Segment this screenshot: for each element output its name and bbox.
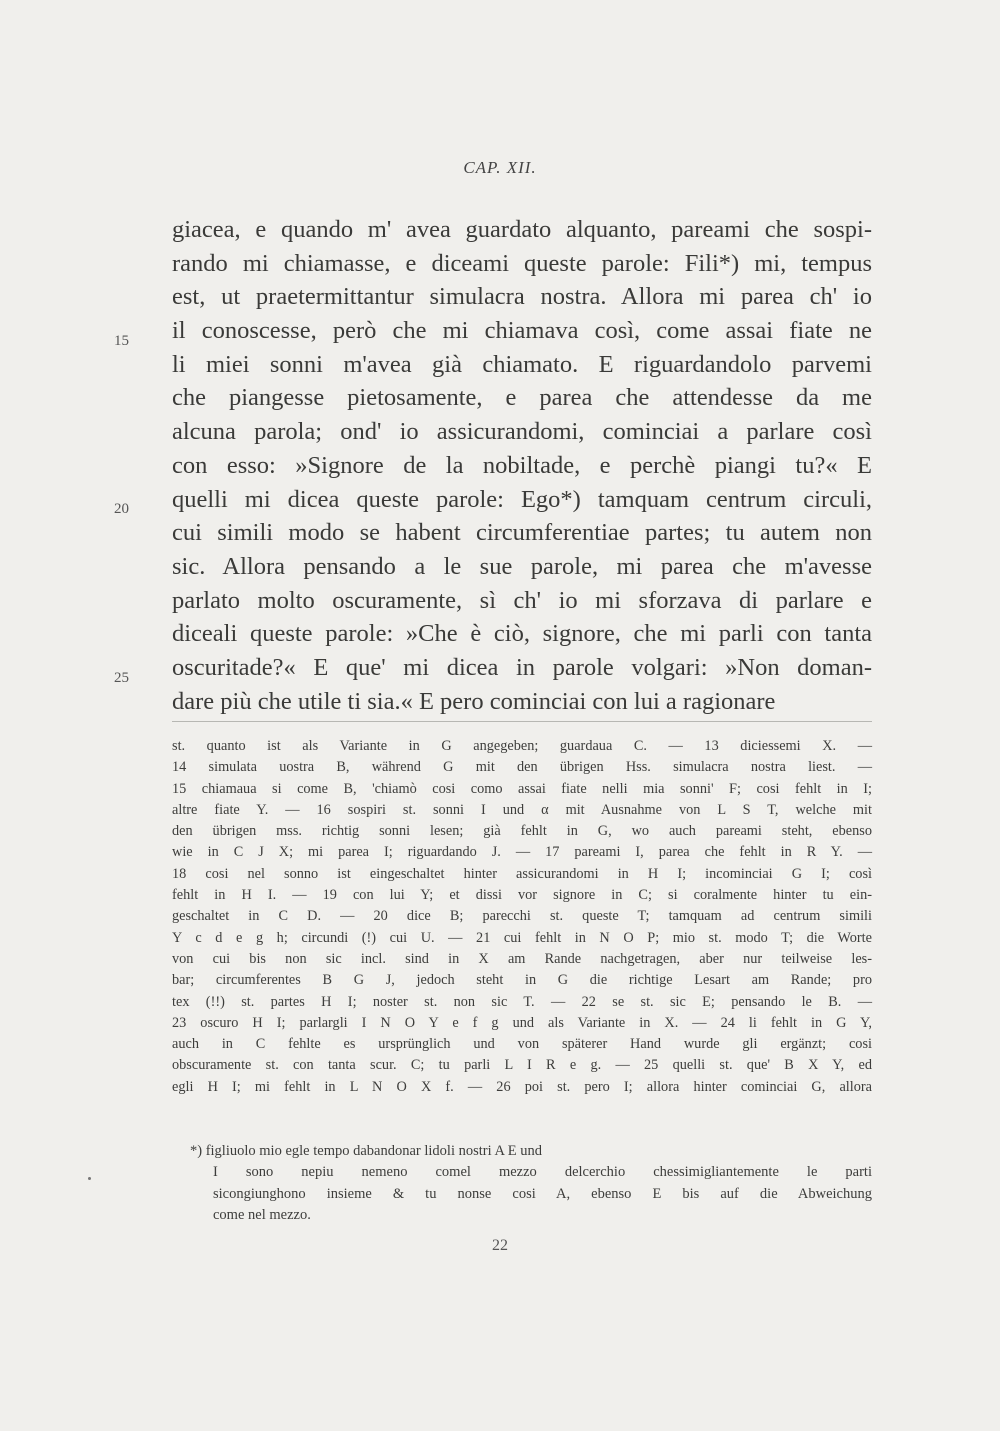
apparatus-line: bar; circumferentes B G J, jedoch steht in G die richtige Lesart am Rande; pro bbox=[172, 972, 872, 989]
text-line: giacea, e quando m' avea guardato alquanto, pareami che sospi- bbox=[172, 216, 872, 243]
apparatus-line: altre fiate Y. — 16 sospiri st. sonni I und α mit Ausnahme von L S T, welche mit bbox=[172, 801, 872, 818]
page-number: 22 bbox=[492, 1237, 508, 1254]
apparatus-line: egli H I; mi fehlt in L N O X f. — 26 poi st. pero I; allora hinter cominciai G, allora bbox=[172, 1078, 872, 1095]
text-line: diceali queste parole: »Che è ciò, signore, che mi parli con tanta bbox=[172, 620, 872, 648]
text-line: quelli mi dicea queste parole: Ego*) tamquam centrum circuli, bbox=[172, 485, 872, 513]
apparatus-line: 18 cosi nel sonno ist eingeschaltet hinter assicurandomi in H I; incominciai G I; così bbox=[172, 865, 872, 882]
text-line: rando mi chiamasse, e diceami queste parole: Fili*) mi, tempus bbox=[172, 249, 872, 277]
apparatus-line: fehlt in H I. — 19 con lui Y; et dissi vor signore in C; si coralmente hinter tu ein- bbox=[172, 887, 872, 904]
apparatus-line: den übrigen mss. richtig sonni lesen; già fehlt in G, wo auch pareami steht, ebenso bbox=[172, 823, 872, 840]
footnote-line: *) figliuolo mio egle tempo dabandonar lidoli nostri A E und bbox=[190, 1143, 542, 1159]
footnote-line: sicongiunghono insieme & tu nonse cosi A, ebenso E bis auf die Abweichung bbox=[213, 1185, 872, 1202]
apparatus-line: 23 oscuro H I; parlargli I N O Y e f g und als Variante in X. — 24 li fehlt in G Y, bbox=[172, 1014, 872, 1031]
paper-speck bbox=[88, 1177, 91, 1180]
text-line: sic. Allora pensando a le sue parole, mi parea che m'avesse bbox=[172, 552, 872, 580]
footnote-line: I sono nepiu nemeno comel mezzo delcerchio chessimigliantemente le parti bbox=[213, 1164, 872, 1181]
text-line: est, ut praetermittantur simulacra nostra. Allora mi parea ch' io bbox=[172, 283, 872, 311]
chapter-header: CAP. XII. bbox=[463, 158, 537, 177]
text-line: oscuritade?« E que' mi dicea in parole volgari: »Non doman- bbox=[172, 653, 872, 681]
apparatus-line: wie in C J X; mi parea I; riguardando J. — 17 pareami I, parea che fehlt in R Y. — bbox=[172, 844, 872, 861]
footnote bbox=[190, 1141, 872, 1226]
line-number: 15 bbox=[114, 333, 129, 349]
text-line: che piangesse pietosamente, e parea che attendesse da me bbox=[172, 384, 872, 412]
apparatus-line: 15 chiamaua si come B, 'chiamò cosi como assai fiate nelli mia sonni' F; cosi fehlt in I; bbox=[172, 780, 872, 797]
apparatus-line: tex (!!) st. partes H I; noster st. non sic T. — 22 se st. sic E; pensando le B. — bbox=[172, 993, 872, 1010]
footnote-line: come nel mezzo. bbox=[213, 1206, 311, 1223]
main-text bbox=[114, 213, 872, 718]
line-number: 25 bbox=[114, 670, 129, 686]
line-number: 20 bbox=[114, 501, 129, 517]
apparatus-line: auch in C fehlte es ursprünglich und von späterer Hand wurde gli ergänzt; cosi bbox=[172, 1036, 872, 1053]
apparatus-line: geschaltet in C D. — 20 dice B; parecchi st. queste T; tamquam ad centrum simili bbox=[172, 908, 872, 925]
critical-apparatus bbox=[172, 736, 872, 1098]
text-line: con esso: »Signore de la nobiltade, e perchè piangi tu?« E bbox=[172, 451, 872, 479]
apparatus-line: 14 simulata uostra B, während G mit den übrigen Hss. simulacra nostra liest. — bbox=[172, 759, 872, 776]
text-line: cui simili modo se habent circumferentiae partes; tu autem non bbox=[172, 519, 872, 547]
apparatus-line: Y c d e g h; circundi (!) cui U. — 21 cui fehlt in N O P; mio st. modo T; die Worte bbox=[172, 929, 872, 946]
text-line: parlato molto oscuramente, sì ch' io mi sforzava di parlare e bbox=[172, 586, 872, 614]
apparatus-line: obscuramente st. con tanta scur. C; tu parli L I R e g. — 25 quelli st. que' B X Y, ed bbox=[172, 1057, 872, 1074]
text-line: dare più che utile ti sia.« E pero cominciai con lui a ragionare bbox=[172, 687, 776, 715]
divider-rule bbox=[172, 721, 872, 722]
text-line: il conoscesse, però che mi chiamava così, come assai fiate ne bbox=[172, 317, 872, 345]
text-line: alcuna parola; ond' io assicurandomi, cominciai a parlare così bbox=[172, 418, 872, 446]
apparatus-line: st. quanto ist als Variante in G angegeben; guardaua C. — 13 diciessemi X. — bbox=[172, 738, 872, 754]
text-line: li miei sonni m'avea già chiamato. E riguardandolo parvemi bbox=[172, 350, 872, 378]
apparatus-line: von cui bis non sic incl. sind in X am Rande nachgetragen, aber nur teilweise les- bbox=[172, 950, 872, 967]
